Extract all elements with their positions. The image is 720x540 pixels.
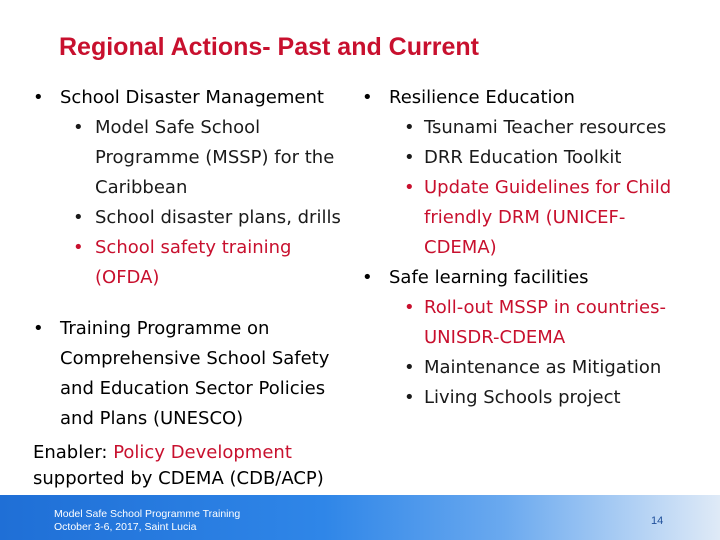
sub-bullet-rollout-mssp <box>362 293 690 353</box>
page-number: 14 <box>651 515 664 527</box>
footer-text <box>54 508 240 534</box>
bullet-icon: • <box>362 267 373 288</box>
slide-title: Regional Actions- Past and Current <box>59 33 479 61</box>
bullet-icon: • <box>404 177 415 198</box>
sub-bullet-safety-training <box>33 233 355 293</box>
bullet-text: School Disaster Management <box>60 87 324 108</box>
bullet-text: Safe learning facilities <box>389 267 589 288</box>
bullet-safe-learning-facilities <box>362 263 690 293</box>
bullet-icon: • <box>73 237 84 258</box>
bullet-text: Roll-out MSSP in countries-UNISDR-CDEMA <box>424 297 666 348</box>
bullet-school-disaster-management <box>33 83 355 113</box>
bullet-text: School safety training (OFDA) <box>95 237 292 288</box>
sub-bullet-mssp <box>33 113 355 203</box>
bullet-icon: • <box>33 318 44 339</box>
sub-bullet-living-schools <box>362 383 690 413</box>
enabler-separator: : <box>101 442 114 463</box>
sub-bullet-update-guidelines <box>362 173 690 263</box>
sub-bullet-tsunami <box>362 113 690 143</box>
bullet-icon: • <box>404 297 415 318</box>
sub-bullet-drr-toolkit <box>362 143 690 173</box>
sub-bullet-disaster-plans <box>33 203 355 233</box>
bullet-text: Update Guidelines for Child friendly DRM (UNICEF-CDEMA) <box>424 177 672 258</box>
bullet-icon: • <box>404 117 415 138</box>
enabler-label: Enabler <box>33 442 102 463</box>
bullet-icon: • <box>404 387 415 408</box>
bullet-training-programme <box>33 314 355 434</box>
right-column <box>362 83 690 413</box>
sub-bullet-maintenance <box>362 353 690 383</box>
bullet-icon: • <box>73 117 84 138</box>
enabler-highlight: Policy Development <box>113 442 292 463</box>
bullet-text: Model Safe School Programme (MSSP) for the Caribbean <box>95 117 335 198</box>
enabler-rest: supported by CDEMA (CDB/ACP) <box>33 468 324 489</box>
bullet-text: Training Programme on Comprehensive School Safety and Education Sector Policies and Plans (UNESCO) <box>60 318 330 429</box>
bullet-text: Living Schools project <box>424 387 621 408</box>
footer-line-2: October 3-6, 2017, Saint Lucia <box>54 521 197 533</box>
bullet-icon: • <box>404 147 415 168</box>
footer-line-1: Model Safe School Programme Training <box>54 508 241 520</box>
bullet-icon: • <box>404 357 415 378</box>
bullet-text: School disaster plans, drills <box>95 207 341 228</box>
enabler-statement <box>33 440 363 492</box>
left-column <box>33 83 355 434</box>
bullet-text: DRR Education Toolkit <box>424 147 622 168</box>
bullet-text: Resilience Education <box>389 87 575 108</box>
bullet-text: Tsunami Teacher resources <box>424 117 667 138</box>
bullet-resilience-education <box>362 83 690 113</box>
bullet-text: Maintenance as Mitigation <box>424 357 662 378</box>
bullet-icon: • <box>33 87 44 108</box>
bullet-icon: • <box>73 207 84 228</box>
bullet-icon: • <box>362 87 373 108</box>
